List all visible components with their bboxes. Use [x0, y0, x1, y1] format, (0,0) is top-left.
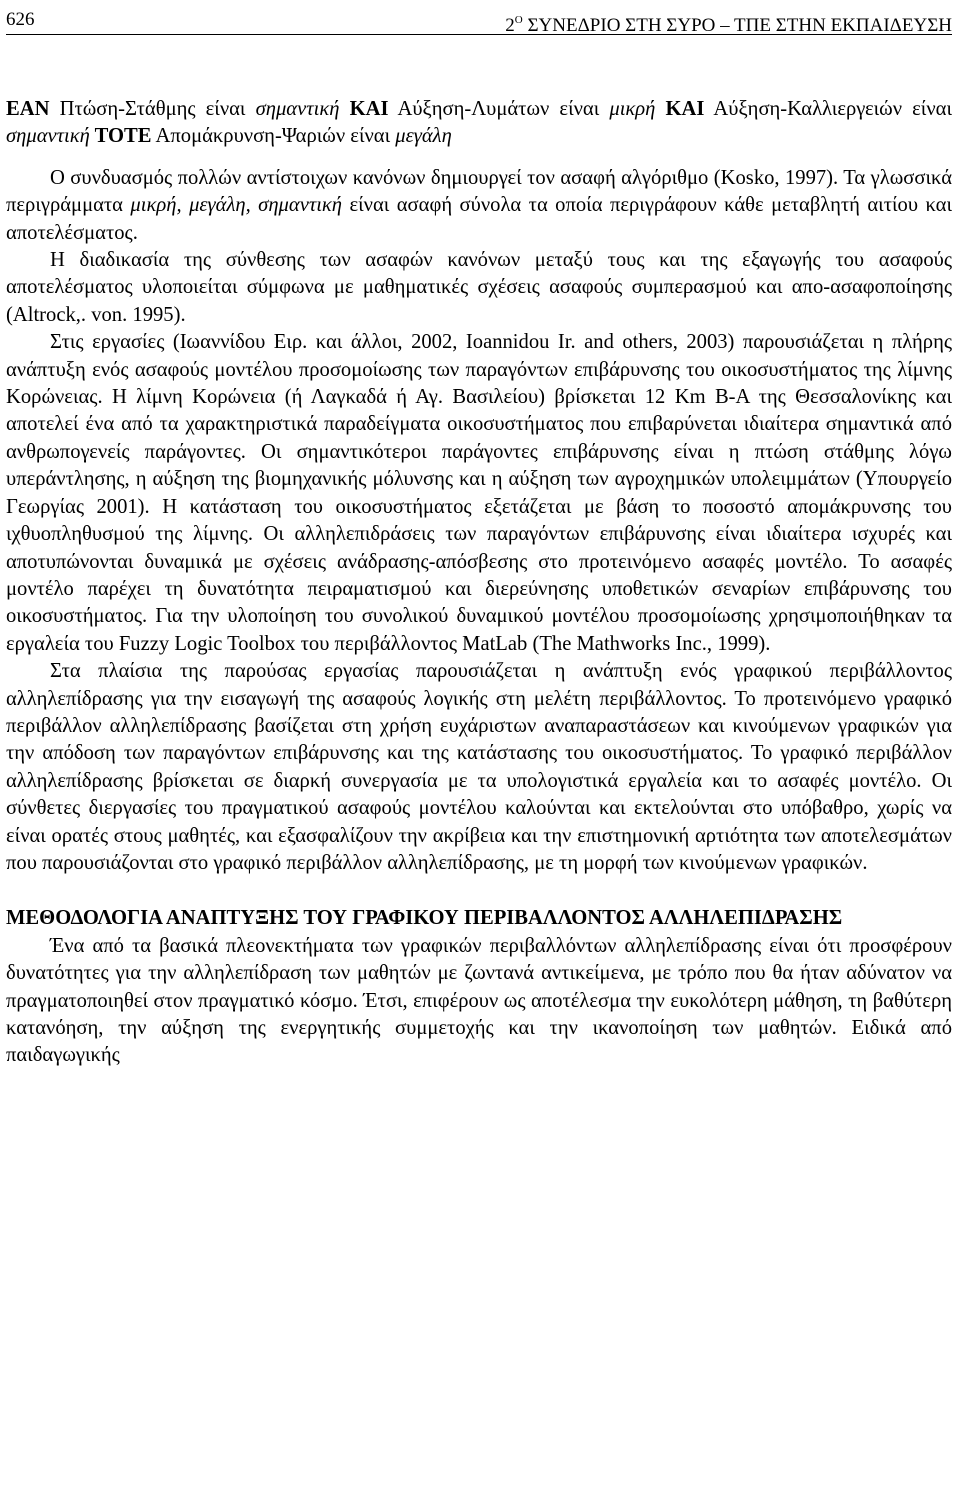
paragraph-koroneia-model: Στις εργασίες (Ιωαννίδου Ειρ. και άλλοι, 2002, Ioannidou Ir. and others, 2003) παρουσιάζεται η πλήρης ανάπτυξη ενός ασαφούς μοντέλου προσομοίωσης των παραγόντων επιβάρυνσης του οικοσυστήματος της λίμνης Κορώνειας. Η λίμνη Κορώνεια (ή Λαγκαδά ή Αγ. Βασιλείου) βρίσκεται 12 Km Β-Α της Θεσσαλονίκης και αποτελεί ένα από τα χαρακτηριστικά παραδείγματα οικοσυστήματος που επιβαρύνεται ιδιαίτερα σημαντικά από ανθρωπογενείς παράγοντες. Οι σημαντικότεροι παράγοντες επιβάρυνσης είναι η πτώση στάθμης λόγω υπεράντλησης, η αύξηση της βιομηχανικής μόλυνσης και η αύξηση των αγροχημικών υπολειμμάτων (Υπουργείο Γεωργίας 2001). Η κατάσταση του οικοσυστήματος εξετάζεται με βάση το ποσοστό απομάκρυνσης του ιχθυοπληθυσμού της λίμνης. Οι αλληλεπιδράσεις των παραγόντων επιβάρυνσης είναι ιδιαίτερα ισχυρές και αποτυπώνονται δυναμικά με σχέσεις ανάδρασης-απόσβεσης στο προτεινόμενο ασαφές μοντέλο. Το ασαφές μοντέλο παρέχει τη δυνατότητα πειραματισμού και διερεύνησης υποθετικών σεναρίων επιβάρυνσης του οικοσυστήματος. Για την υλοποίηση του συνολικού δυναμικού μοντέλου προσομοίωσης χρησιμοποιήθηκαν τα εργαλεία του Fuzzy Logic Toolbox του περιβάλλοντος MatLab (The Mathworks Inc., 1999).	[6, 331, 952, 655]
paragraph-graphical-environment: Στα πλαίσια της παρούσας εργασίας παρουσιάζεται η ανάπτυξη ενός γραφικού περιβάλλοντος αλληλεπίδρασης για την εισαγωγή της ασαφούς λογικής στη μελέτη περιβάλλοντος. Το προτεινόμενο γραφικό περιβάλλον αλληλεπίδρασης βασίζεται στη χρήση ευχάριστων αναπαραστάσεων και κινούμενων γραφικών για την απόδοση των παραγόντων επιβάρυνσης και της κατάστασης του οικοσυστήματος. Το γραφικό περιβάλλον αλληλεπίδρασης βρίσκεται σε διαρκή συνεργασία με τα υπολογιστικά εργαλεία και το ασαφές μοντέλο. Οι σύνθετες διεργασίες του πραγματικού ασαφούς μοντέλου καλούνται και εκτελούνται στο υπόβαθρο, χωρίς να είναι ορατές στους μαθητές, και εξασφαλίζουν την ακρίβεια και την επιστημονική αρτιότητα των αποτελεσμάτων που παρουσιάζονται στο γραφικό περιβάλλον αλληλεπίδρασης, με τη μορφή των κινούμενων γραφικών.	[6, 660, 952, 874]
body-text	[6, 96, 952, 1070]
section-heading: ΜΕΘΟΔΟΛΟΓΙΑ ΑΝΑΠΤΥΞΗΣ ΤΟΥ ΓΡΑΦΙΚΟΥ ΠΕΡΙΒΑΛΛΟΝΤΟΣ ΑΛΛΗΛΕΠΙΔΡΑΣΗΣ	[6, 907, 843, 930]
paragraph-defuzzification: Η διαδικασία της σύνθεσης των ασαφών κανόνων μεταξύ τους και της εξαγωγής του ασαφούς αποτελέσματος υλοποιείται σύμφωνα με μαθηματικές σχέσεις ασαφούς συμπερασμού και απο-ασαφοποίησης (Altrock,. von. 1995).	[6, 249, 952, 326]
page-number: 626	[6, 9, 35, 30]
running-title: $2^O$ ΣΥΝΕΔΡΙΟ ΣΤΗ ΣΥΡΟ – ΤΠΕ ΣΤΗΝ ΕΚΠΑΙΔΕΥΣΗ	[505, 14, 952, 36]
fuzzy-rule: ΕΑΝ Πτώση-Στάθμης είναι σημαντική ΚΑΙ Αύξηση-Λυμάτων είναι μικρή ΚΑΙ Αύξηση-Καλλιεργειών είναι σημαντική ΤΟΤΕ Απομάκρυνση-Ψαριών είναι μεγάλη	[6, 98, 952, 148]
paragraph-fuzzy-algorithm: Ο συνδυασμός πολλών αντίστοιχων κανόνων δημιουργεί τον ασαφή αλγόριθμο (Kosko, 1997). Τα γλωσσικά περιγράμματα μικρή, μεγάλη, σημαντική είναι ασαφή σύνολα τα οποία περιγράφουν κάθε μεταβλητή αιτίου και αποτελέσματος.	[6, 166, 952, 244]
page-header	[6, 6, 952, 35]
paragraph-methodology: Ένα από τα βασικά πλεονεκτήματα των γραφικών περιβαλλόντων αλληλεπίδρασης είναι ότι προσφέρουν δυνατότητες για την αλληλεπίδραση των μαθητών με ζωντανά αντικείμενα, με τρόπο που θα ήταν αδύνατον να πραγματοποιηθεί στον πραγματικό κόσμο. Έτσι, επιφέρουν ως αποτέλεσμα την ευκολότερη μάθηση, τη βαθύτερη κατανόηση, την αύξηση της ενεργητικής συμμετοχής και την ικανοποίηση των μαθητών. Ειδικά από παιδαγωγικής	[6, 934, 952, 1067]
